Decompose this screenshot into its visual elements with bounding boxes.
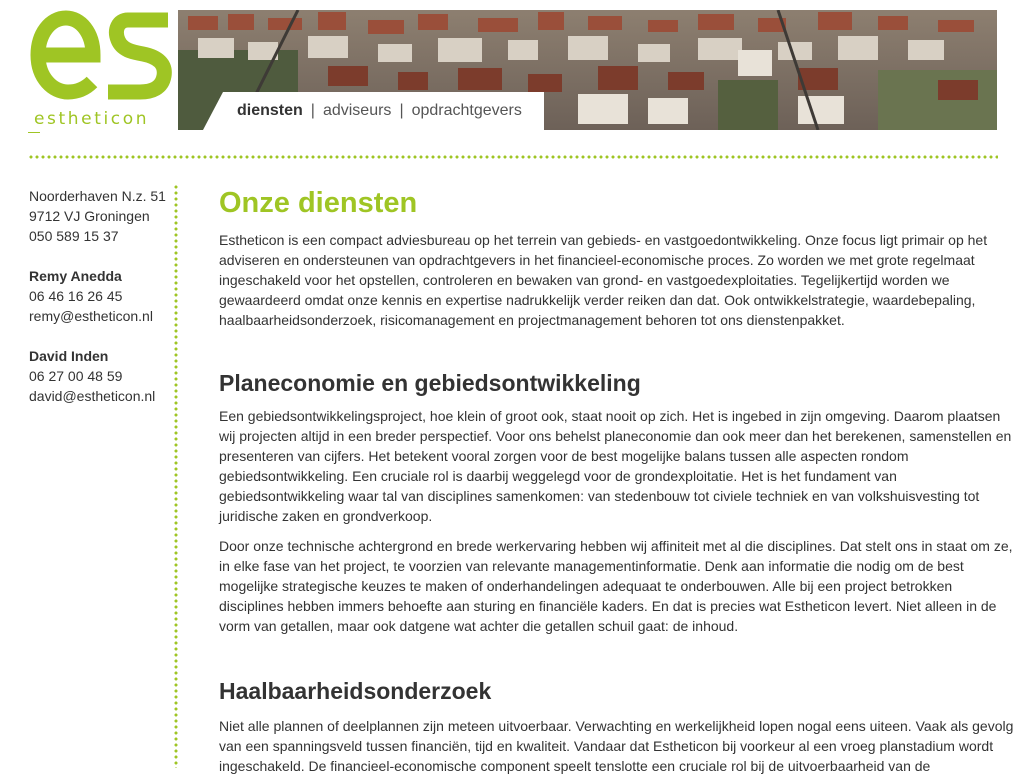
contact-sidebar — [29, 186, 174, 406]
contact-name: Remy Anedda — [29, 268, 122, 284]
page-title: Onze diensten — [219, 187, 418, 219]
dotted-divider-vertical — [174, 184, 178, 768]
section-heading: Planeconomie en gebiedsontwikkeling — [219, 370, 641, 396]
address-phone: 050 589 15 37 — [29, 228, 119, 244]
logo[interactable] — [28, 10, 174, 134]
section-paragraph: Een gebiedsontwikkelingsproject, hoe klein of groot ook, staat nooit op zich. Het is ingebed in zijn omgeving. Daarom plaatsen wij projecten altijd in een breder perspectief. Voor ons behelst planeconomie dan ook meer dan het berekenen, samenstellen en presenteren van cijfers. Het betekent vooral zorgen voor de best mogelijke balans tussen alle aspecten rondom gebiedsontwikkeling. Een cruciale rol is daarbij weggelegd voor de grondexploitatie. Het is het fundament van gebiedsontwikkeling waar tal van disciplines samenkomen: van stedenbouw tot civiele techniek en van volkshuisvesting tot juridische zaken en grondverkoop. — [219, 408, 1012, 524]
nav-item-opdrachtgevers[interactable]: opdrachtgevers — [411, 102, 522, 119]
section-paragraph: Niet alle plannen of deelplannen zijn meteen uitvoerbaar. Verwachting en werkelijkheid lopen nogal eens uiteen. Vaak als gevolg van een spanningsveld tussen financiën, tijd en kwaliteit. Vandaar dat Estheticon bij voorkeur al een vroeg planstadium wordt ingeschakeld. De financieel-economische component speelt tenslotte een cruciale rol bij de uitvoerbaarheid van de — [219, 718, 1014, 774]
intro-paragraph: Estheticon is een compact adviesbureau op het terrein van gebieds- en vastgoedontwikkeling. Onze focus ligt primair op het adviseren en ondersteunen van opdrachtgevers in het financieel-economische proces. Zo worden we met grote regelmaat ingeschakeld voor het opstellen, controleren en bewaken van grond- en vastgoedexploitaties. Tegelijkertijd worden we gewaardeerd omdat onze kennis en expertise nadrukkelijk verder reiken dan dat. Ook ontwikkelstrategie, waardebepaling, haalbaarheidsonderzoek, risicomanagement en projectmanagement behoren tot ons dienstenpakket. — [219, 232, 988, 328]
contact-name: David Inden — [29, 348, 109, 364]
dotted-divider-horizontal — [28, 155, 998, 159]
section-heading: Haalbaarheidsonderzoek — [219, 678, 492, 704]
contact-phone: 06 27 00 48 59 — [29, 368, 123, 384]
logo-divider — [28, 132, 40, 133]
nav-item-diensten[interactable]: diensten — [237, 102, 303, 119]
logo-wordmark: estheticon — [34, 109, 150, 129]
contact-phone: 06 46 16 26 45 — [29, 288, 123, 304]
nav-item-adviseurs[interactable]: adviseurs — [322, 102, 392, 119]
nav-tab-notch — [203, 92, 223, 130]
address-street: Noorderhaven N.z. 51 — [29, 188, 166, 204]
main-content — [219, 184, 1019, 776]
address-city: 9712 VJ Groningen — [29, 208, 150, 224]
contact-email-link[interactable]: remy@estheticon.nl — [29, 308, 153, 324]
contact-email-link[interactable]: david@estheticon.nl — [29, 388, 156, 404]
logo-mark — [28, 10, 174, 110]
main-navigation — [223, 92, 544, 130]
section-paragraph: Door onze technische achtergrond en brede werkervaring hebben wij affiniteit met al die disciplines. Dat stelt ons in staat om ze, in elke fase van het project, te voorzien van relevante managementinformatie. Denk aan informatie die nodig om de best mogelijke strategische keuzes te maken of onderhandelingen adequaat te onderbouwen. Alle bij een project betrokken disciplines hebben immers behoefte aan sturing en financiële kaders. En dat is precies wat Estheticon levert. Niet alleen in de vorm van getallen, maar ook datgene wat achter die getallen schuil gaat: de inhoud. — [219, 538, 1013, 634]
nav-separator: | — [399, 102, 404, 119]
nav-separator: | — [310, 102, 315, 119]
